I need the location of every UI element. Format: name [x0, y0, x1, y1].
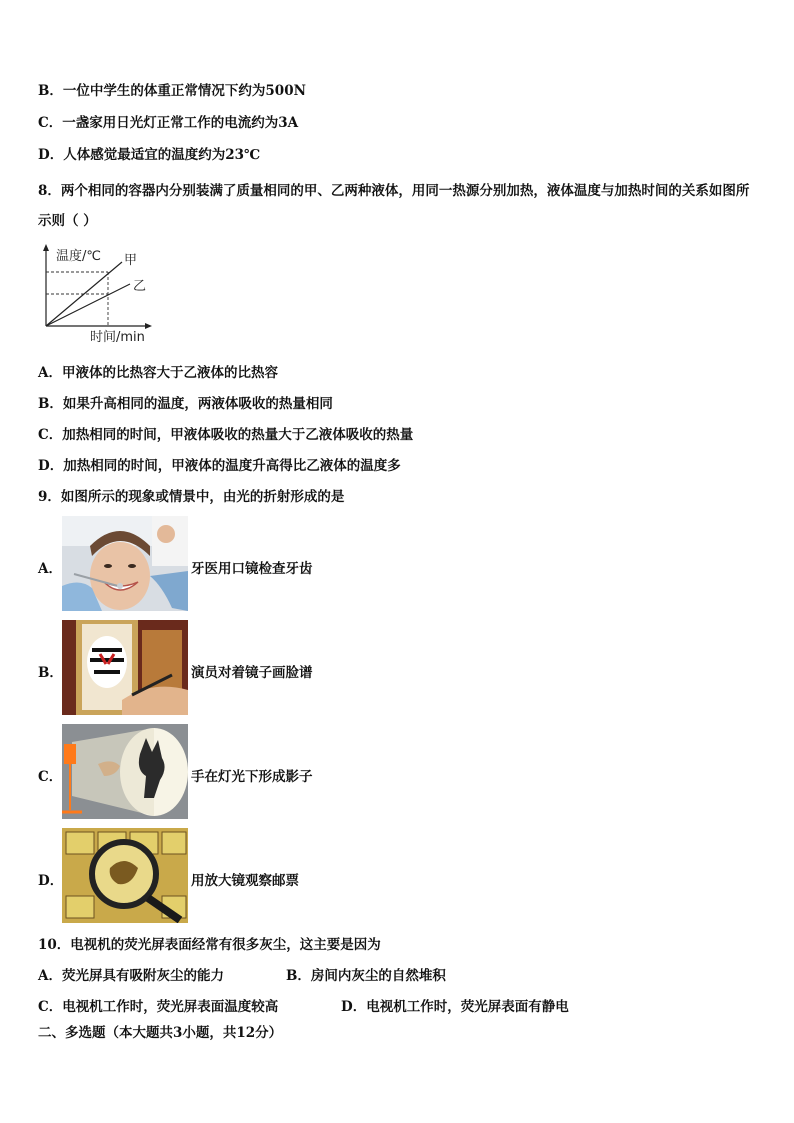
q8-option-a: A．甲液体的比热容大于乙液体的比热容	[38, 365, 278, 381]
temperature-time-graph	[38, 244, 158, 344]
q9-option-d-label: D．	[38, 873, 64, 889]
q10-option-a: A．荧光屏具有吸附灰尘的能力	[38, 968, 224, 984]
q8-option-b: B．如果升高相同的温度，两液体吸收的热量相同	[38, 396, 333, 412]
hand-shadow-image	[62, 724, 188, 819]
q9-option-c-label: C．	[38, 769, 63, 785]
q7-option-b: B．一位中学生的体重正常情况下约为500N	[38, 83, 306, 99]
y-axis-arrow	[43, 244, 49, 251]
q10-option-d: D．电视机工作时，荧光屏表面有静电	[341, 999, 569, 1015]
q9-option-b-label: B．	[38, 665, 63, 681]
q9-option-b-text: 演员对着镜子画脸谱	[191, 665, 313, 681]
q9-stem: 9．如图所示的现象或情景中，由光的折射形成的是	[38, 489, 345, 505]
q9-option-a-label: A．	[38, 561, 62, 577]
q9-option-d-text: 用放大镜观察邮票	[191, 873, 299, 889]
opera-mask-mirror-image	[62, 620, 188, 715]
q10-option-c: C．电视机工作时，荧光屏表面温度较高	[38, 999, 279, 1015]
q9-option-a-text: 牙医用口镜检查牙齿	[191, 561, 313, 577]
q9-option-c-text: 手在灯光下形成影子	[191, 769, 313, 785]
x-axis-arrow	[145, 323, 152, 329]
q8-stem: 8．两个相同的容器内分别装满了质量相同的甲、乙两种液体，用同一热源分别加热，液体温度与加热时间的关系如图所示则（ ）	[38, 183, 750, 229]
q8-option-d: D．加热相同的时间，甲液体的温度升高得比乙液体的温度多	[38, 458, 401, 474]
section-title: 二、多选题（本大题共3小题，共12分）	[38, 1025, 283, 1041]
q8-option-c: C．加热相同的时间，甲液体吸收的热量大于乙液体吸收的热量	[38, 427, 414, 443]
q7-option-c: C．一盏家用日光灯正常工作的电流约为3A	[38, 115, 299, 131]
line-jia-label: 甲	[124, 253, 138, 268]
x-axis-label: 时间/min	[90, 330, 145, 344]
line-yi-label: 乙	[133, 279, 147, 294]
q10-stem: 10．电视机的荧光屏表面经常有很多灰尘，这主要是因为	[38, 937, 381, 953]
magnifier-stamp-image	[62, 828, 188, 923]
q7-option-d: D．人体感觉最适宜的温度约为23℃	[38, 147, 261, 163]
y-axis-label: 温度/℃	[56, 249, 101, 264]
q10-option-b: B．房间内灰尘的自然堆积	[286, 968, 446, 984]
dentist-mirror-image	[62, 516, 188, 611]
